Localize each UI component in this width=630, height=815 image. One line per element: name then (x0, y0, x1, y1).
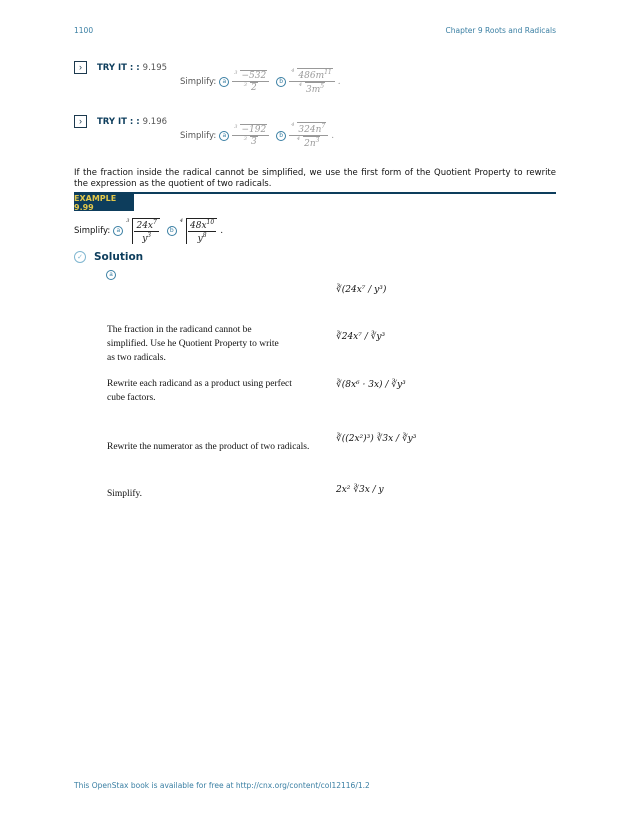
expression-b: $\frac{^4 486m^{11}}{^4 3m^5}$ (289, 68, 335, 95)
part-a-marker: a (219, 131, 229, 141)
chevron-right-icon[interactable]: › (74, 61, 87, 74)
try-it-label: TRY IT : : (97, 116, 140, 127)
chapter-title: Chapter 9 Roots and Radicals (445, 26, 556, 35)
simplify-label: Simplify: (74, 226, 111, 236)
simplify-label: Simplify: (180, 76, 217, 87)
expression-a: $\frac{^3 -532}{^3 2}$ (232, 70, 269, 93)
step-math-4: ∛((2x²)³) ∛3x / ∛y³ (336, 434, 417, 444)
step-math-2: ∛24x⁷ / ∛y³ (336, 332, 386, 342)
try-it-number: 9.196 (142, 116, 168, 127)
part-b-marker: b (276, 131, 286, 141)
part-a-marker: a (219, 77, 229, 87)
solution-header (74, 251, 143, 263)
step-math-1: ∛(24x⁷ / y³) (336, 285, 387, 295)
check-circle-icon: ✓ (74, 251, 86, 263)
step-math-3: ∛(8x⁶ · 3x) / ∛y³ (336, 380, 406, 390)
body-paragraph: If the fraction inside the radical cannot be simplified, we use the first form of the Quotient Property to rewrite the expression as the quotient of two radicals. (74, 168, 556, 189)
chevron-right-icon[interactable]: › (74, 115, 87, 128)
solution-title: Solution (94, 251, 144, 263)
example-divider (74, 192, 556, 194)
try-it-problem-1: Simplify: a $\frac{^3 -532}{^3 2}$ b $\frac{^4 486m^{11}}{^4 3m^5}$ . (180, 68, 341, 95)
footer-link[interactable]: This OpenStax book is available for free at http://cnx.org/content/col12116/1.2 (74, 781, 370, 790)
try-it-header-2 (74, 115, 167, 128)
try-it-problem-2: Simplify: a $\frac{^3 -192}{^3 3}$ b $\frac{^4 324n^7}{^4 2n^3}$ . (180, 122, 335, 149)
expression-b: $^4$ $\frac{48x^{10}}{y^8}$ (180, 218, 217, 244)
step-text-3: Rewrite each radicand as a product using perfect cube factors. (107, 379, 292, 403)
expression-a: $^3$ $\frac{24x^7}{y^3}$ (126, 218, 160, 244)
try-it-number: 9.195 (142, 62, 168, 73)
try-it-label: TRY IT : : (97, 62, 140, 73)
part-b-marker: b (276, 77, 286, 87)
step-text-5: Simplify. (107, 489, 143, 499)
page-number: 1100 (74, 26, 94, 35)
step-math-5: 2x² ∛3x / y (336, 485, 384, 495)
expression-b: $\frac{^4 324n^7}{^4 2n^3}$ (289, 122, 328, 149)
simplify-label: Simplify: (180, 130, 217, 141)
step-text-2: The fraction in the radicand cannot be simplified. Use he Quotient Property to write as two radicals. (107, 325, 279, 363)
example-label: EXAMPLE 9.99 (74, 194, 134, 211)
try-it-header-1 (74, 61, 167, 74)
expression-a: $\frac{^3 -192}{^3 3}$ (232, 124, 269, 147)
part-b-marker: b (167, 226, 177, 236)
step-text-4: Rewrite the numerator as the product of two radicals. (107, 442, 310, 452)
example-problem: Simplify: a $^3$ $\frac{24x^7}{y^3}$ b $^4$ $\frac{48x^{10}}{y^8}$ . (74, 218, 224, 244)
part-a-marker: a (113, 226, 123, 236)
part-a-marker: a (106, 270, 116, 280)
